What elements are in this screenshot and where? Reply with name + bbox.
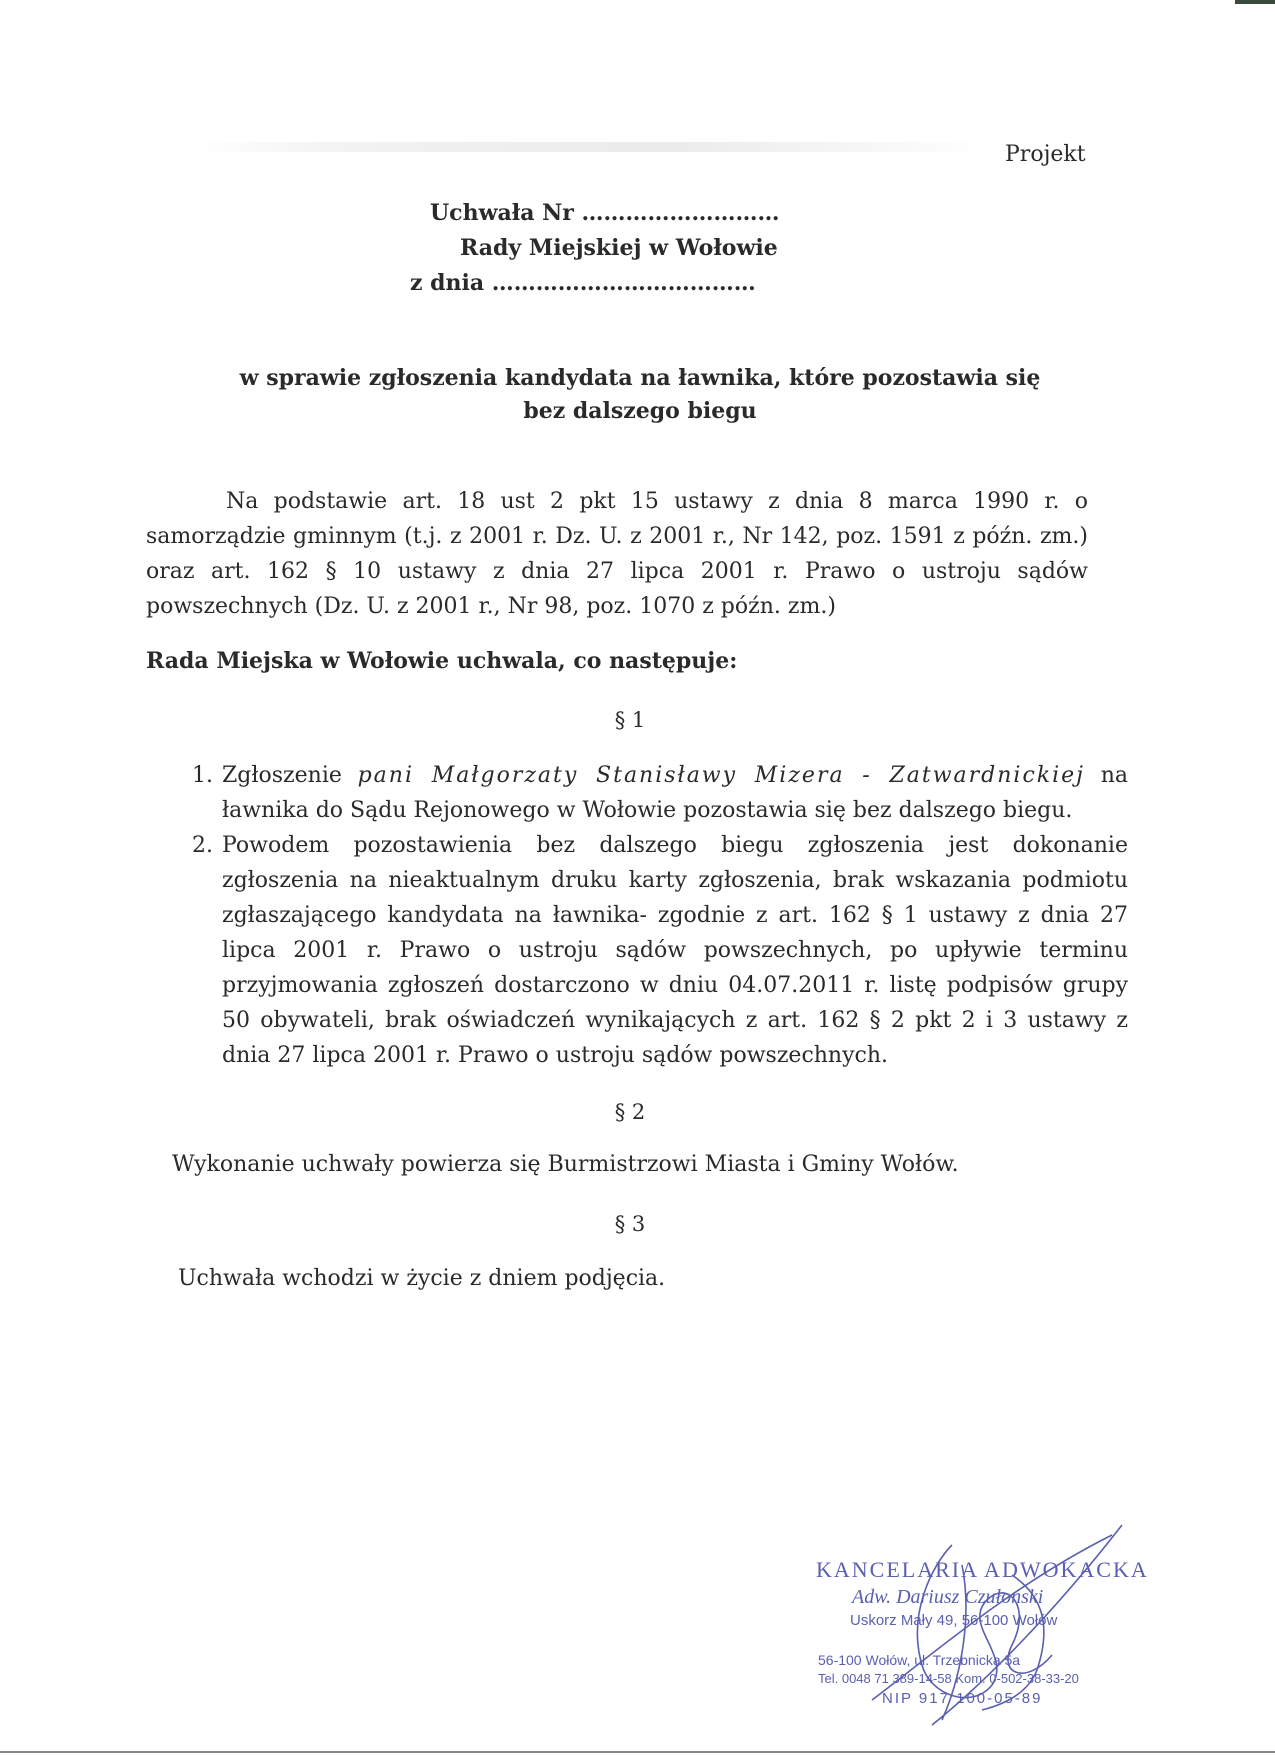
scan-corner-mark — [1235, 0, 1275, 4]
stamp-line-5: Tel. 0048 71 389-14-58 Kom. 0-502-38-33-20 — [818, 1671, 1079, 1686]
candidate-name: pani Małgorzaty Stanisławy Mizera - Zatwardnickiej — [357, 763, 1085, 788]
item-1-text-start: Zgłoszenie — [222, 763, 358, 788]
law-office-stamp — [812, 1505, 1152, 1735]
subject-line-1: w sprawie zgłoszenia kandydata na ławnika, które pozostawia się — [239, 365, 1041, 391]
scan-artifact — [190, 142, 990, 152]
legal-basis: Na podstawie art. 18 ust 2 pkt 15 ustawy z dnia 8 marca 1990 r. o samorządzie gminnym (t.j. z 2001 r. Dz. U. z 2001 r., Nr 142, poz. 1591 z późn. zm.) oraz art. 162 § 10 ustawy z dnia 27 lipca 2001 r. Prawo o ustroju sądów powszechnych (Dz. U. z 2001 r., Nr 98, poz. 1070 z późn. zm.) — [146, 489, 1088, 619]
resolution-date: z dnia ……………………………… — [410, 270, 756, 296]
stamp-line-2: Adw. Dariusz Czułoński — [852, 1586, 1044, 1608]
resolution-number: Uchwała Nr ……………………… — [430, 200, 780, 226]
subject-line-2: bez dalszego biegu — [523, 398, 757, 424]
section-1-list — [180, 758, 1128, 1073]
council-name: Rady Miejskiej w Wołowie — [460, 235, 778, 261]
stamp-line-4: 56-100 Wołów, ul. Trzebnicka 5a — [818, 1652, 1021, 1668]
draft-label: Projekt — [1005, 142, 1086, 167]
section-1-heading: § 1 — [614, 708, 646, 732]
section-2-heading: § 2 — [614, 1100, 646, 1124]
section-3-text: Uchwała wchodzi w życie z dniem podjęcia. — [178, 1266, 666, 1291]
list-item: 2. Powodem pozostawienia bez dalszego biegu zgłoszenia jest dokonanie zgłoszenia na nieaktualnym druku karty zgłoszenia, brak wskazania podmiotu zgłaszającego kandydata na ławnika- zgodnie z art. 162 § 1 ustawy z dnia 27 lipca 2001 r. Prawo o ustroju sądów powszechnych, po upływie terminu przyjmowania zgłoszeń dostarczono w dniu 04.07.2011 r. listę podpisów grupy 50 obywateli, brak oświadczeń wynikających z art. 162 § 2 pkt 2 i 3 ustawy z dnia 27 lipca 2001 r. Prawo o ustroju sądów powszechnych. — [220, 828, 1128, 1073]
item-1-text-end: na ławnika do Sądu Rejonowego w Wołowie pozostawia się bez dalszego biegu. — [222, 763, 1128, 823]
section-2-text: Wykonanie uchwały powierza się Burmistrzowi Miasta i Gminy Wołów. — [172, 1152, 959, 1177]
resolves-heading: Rada Miejska w Wołowie uchwala, co następuje: — [146, 648, 738, 674]
stamp-line-1: KANCELARIA ADWOKACKA — [816, 1557, 1149, 1582]
resolution-subject — [140, 362, 1140, 428]
section-3-heading: § 3 — [614, 1212, 646, 1236]
stamp-line-3: Uskorz Mały 49, 56-100 Wołów — [850, 1612, 1058, 1629]
scan-bottom-edge — [0, 1751, 1275, 1753]
list-item — [220, 758, 1128, 828]
stamp-line-6: NIP 917 100-05-89 — [882, 1690, 1043, 1707]
